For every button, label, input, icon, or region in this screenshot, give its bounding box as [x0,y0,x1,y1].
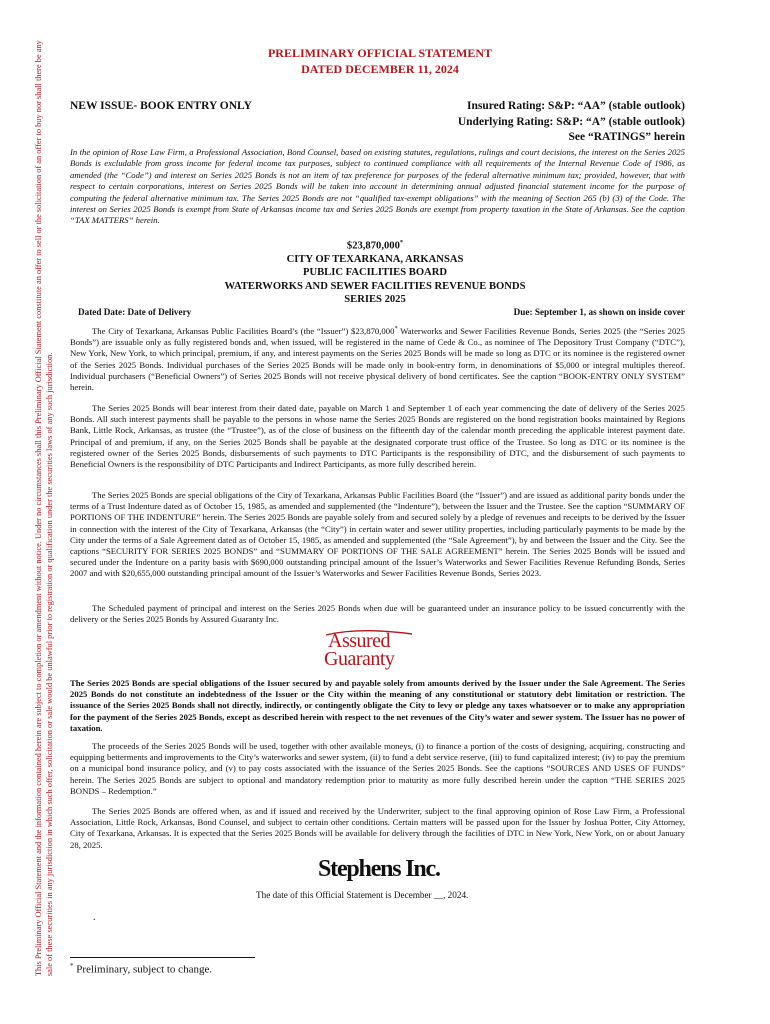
rating-see: See “RATINGS” herein [568,131,685,143]
paragraph-special-obligations: The Series 2025 Bonds are special obligations of the Issuer secured by and payable solely from amounts derived by the Issuer under the Sale Agreement. The Series 2025 Bonds do not constitute an indebtedness of the Issuer or the City within the meaning of any constitutional or statutory debt limitation or restriction. The issuance of the Series 2025 Bonds shall not directly, indirectly, or contingently obligate the City to levy or pledge any taxes whatsoever or to make any appropriation for the payment of the Series 2025 Bonds, except as described herein with respect to the net revenues of the City’s water and sewer system. The Issuer has no power of taxation. [70,678,685,733]
stray-mark: . [93,912,96,923]
issue-type: NEW ISSUE- BOOK ENTRY ONLY [70,100,252,112]
issuer-city: CITY OF TEXARKANA, ARKANSAS [286,253,464,265]
footnote-mark: * [70,962,74,970]
paragraph-proceeds: The proceeds of the Series 2025 Bonds will be used, together with other available moneys, (i) to finance a portion of the costs of designing, acquiring, constructing and equipping betterments and improvements to the City’s waterworks and sewer system, (ii) to fund a debt service reserve, (iii) to fund capitalized interest; (iv) to pay the premium on a municipal bond insurance policy, and (v) to pay costs associated with the issuance of the Series 2025 Bonds. See the captions “SOURCES AND USES OF FUNDS” herein. The Series 2025 Bonds are subject to optional and mandatory redemption prior to maturity as more fully described herein under the caption “THE SERIES 2025 BONDS – Redemption.” [70,741,685,796]
stephens-logo: Stephens Inc. [318,856,440,882]
footnote [70,962,212,976]
rating-insured: Insured Rating: S&P: “AA” (stable outlook) [467,100,685,112]
bond-title-block [140,236,610,307]
due-date: Due: September 1, as shown on inside cover [513,307,685,317]
footnote-text: Preliminary, subject to change. [73,963,213,976]
dated-date: Dated Date: Date of Delivery [78,307,192,317]
issuer-board: PUBLIC FACILITIES BOARD [302,267,448,279]
p1-mark: * [394,325,398,332]
insurer-logo-line2: Guaranty [324,648,395,670]
prelim-title: PRELIMINARY OFFICIAL STATEMENT [267,46,493,60]
p1-lead: The City of Texarkana, Arkansas Public Facilities Board’s (the “Issuer”) $23,870,000 [92,325,395,336]
paragraph-insurance: The Scheduled payment of principal and interest on the Series 2025 Bonds when due will be guaranteed under an insurance policy to be issued concurrently with the delivery or the Series 2025 Bonds by Assured Guaranty Inc. [70,603,685,625]
prelim-date: DATED DECEMBER 11, 2024 [301,62,459,76]
paragraph-interest: The Series 2025 Bonds will bear interest from their dated date, payable on March 1 and September 1 of each year commencing the date of delivery of the Series 2025 Bonds. All such interest payments shall be payable to the persons in whose name the Series 2025 Bonds are registered on the bond registration books maintained by Regions Bank, Little Rock, Arkansas, as trustee (the “Trustee”), as of the close of business on the fifteenth day of the calendar month preceding the applicable interest payment date. Principal of and premium, if any, on the Series 2025 Bonds shall be payable at the designated corporate trust office of the Trustee. So long as DTC or its nominee is the registered owner of the Series 2025 Bonds, disbursements of such payments to DTC Participants is the responsibility of DTC, and the disbursement of such payments to Beneficial Owners is the responsibility of DTC Participants and Indirect Participants, as more fully described herein. [70,403,685,470]
side-disclaimer: This Preliminary Official Statement and the information contained herein are subject to completion or amendment without notice. Under no circumstances shall this Preliminary Official Statement constitute an offer to sell or the solicitation of an offer to buy nor shall there be any sale of these securities in any jurisdiction in which such offer, solicitation or sale would be unlawful prior to registration or qualification under the securities laws of any such jurisdiction. [33,40,54,977]
footnote-divider [70,957,255,958]
ratings-block [458,99,685,146]
bond-name: WATERWORKS AND SEWER FACILITIES REVENUE BONDS [224,280,526,292]
assured-guaranty-logo [320,630,430,670]
paragraph-security: The Series 2025 Bonds are special obligations of the City of Texarkana, Arkansas Public Facilities Board (the “Issuer”) and are issued as additional parity bonds under the terms of a Trust Indenture dated as of October 15, 1985, as amended and supplemented (the “Indenture”), between the Issuer and the Trustee. See the caption “SUMMARY OF PORTIONS OF THE INDENTURE” herein. The Series 2025 Bonds are payable solely from and secured solely by a pledge of revenues and receipts to be derived by the Issuer in connection with the interest of the City of Texarkana, Arkansas (the “City”) in certain water and sewer utility properties, including particularly payments to be made by the City under the terms of a Sale Agreement dated as of October 15, 1985, as amended and supplemented (the “Sale Agreement”), by and between the Issuer and the City. See the captions “SECURITY FOR SERIES 2025 BONDS” and “SUMMARY OF PORTIONS OF THE SALE AGREEMENT” herein. The Series 2025 Bonds will be issued and secured under the Indenture on a parity basis with $690,000 outstanding principal amount of the Issuer’s Waterworks and Sewer Facilities Revenue Refunding Bonds, Series 2007 and with $20,655,000 outstanding principal amount of the Issuer’s Waterworks and Sewer Facilities Revenue Bonds, Series 2023. [70,490,685,579]
paragraph-book-entry [70,323,685,393]
statement-date-line: The date of this Official Statement is December __, 2024. [256,890,469,900]
bond-amount-mark: * [399,239,404,246]
p1-rest: Waterworks and Sewer Facilities Revenue Bonds, Series 2025 (the “Series 2025 Bonds”) are issuable only as fully registered bonds and, when issued, will be registered in the name of Cede & Co., as nominee of The Depository Trust Company (“DTC”), New York, New York, to which principal, premium, if any, and interest payments on the Series 2025 Bonds will be made so long as DTC or its nominee is the registered owner of the Series 2025 Bonds. Individual purchases of the Series 2025 Bonds will be made only in book-entry form, in denominations of $5,000 or integral multiples thereof. Individual purchasers (“Beneficial Owners”) of Series 2025 Bonds will not receive physical delivery of bond certificates. See the caption “BOOK-ENTRY ONLY SYSTEM” herein. [70,325,685,392]
tax-opinion: In the opinion of Rose Law Firm, a Professional Association, Bond Counsel, based on existing statutes, regulations, rulings and court decisions, the interest on the Series 2025 Bonds is excludable from gross income for federal income tax purposes, subject to continued compliance with all requirements of the Internal Revenue Code of 1986, as amended (the “Code”) and interest on Series 2025 Bonds is not an item of tax preference for purposes of the federal alternative minimum tax; provided, however, that with respect to certain corporations, interest on Series 2025 Bonds will be taken into account in determining annual adjusted financial statement income for the purpose of computing the federal alternative minimum tax. The Series 2025 Bonds are not “qualified tax-exempt obligations” with the meaning of Section 265 (b) (3) of the Code. The interest on Series 2025 Bonds is exempt from State of Arkansas income tax and Series 2025 Bonds are exempt from property taxation in the State of Arkansas. See the caption “TAX MATTERS” herein. [70,147,685,226]
bond-series: SERIES 2025 [344,294,406,306]
rating-underlying: Underlying Rating: S&P: “A” (stable outlook) [457,115,685,128]
bond-amount: $23,870,000 [346,240,400,252]
paragraph-offering: The Series 2025 Bonds are offered when, as and if issued and received by the Underwriter, subject to the final approving opinion of Rose Law Firm, a Professional Association, Little Rock, Arkansas, Bond Counsel, and subject to certain other conditions. Certain matters will be passed upon for the Issuer by Joshua Potter, City Attorney, City of Texarkana, Arkansas. It is expected that the Series 2025 Bonds will be available for delivery through the facilities of DTC in New York, New York, on or about January 28, 2025. [70,806,685,850]
insurer-logo-line1: Assured [328,630,391,652]
